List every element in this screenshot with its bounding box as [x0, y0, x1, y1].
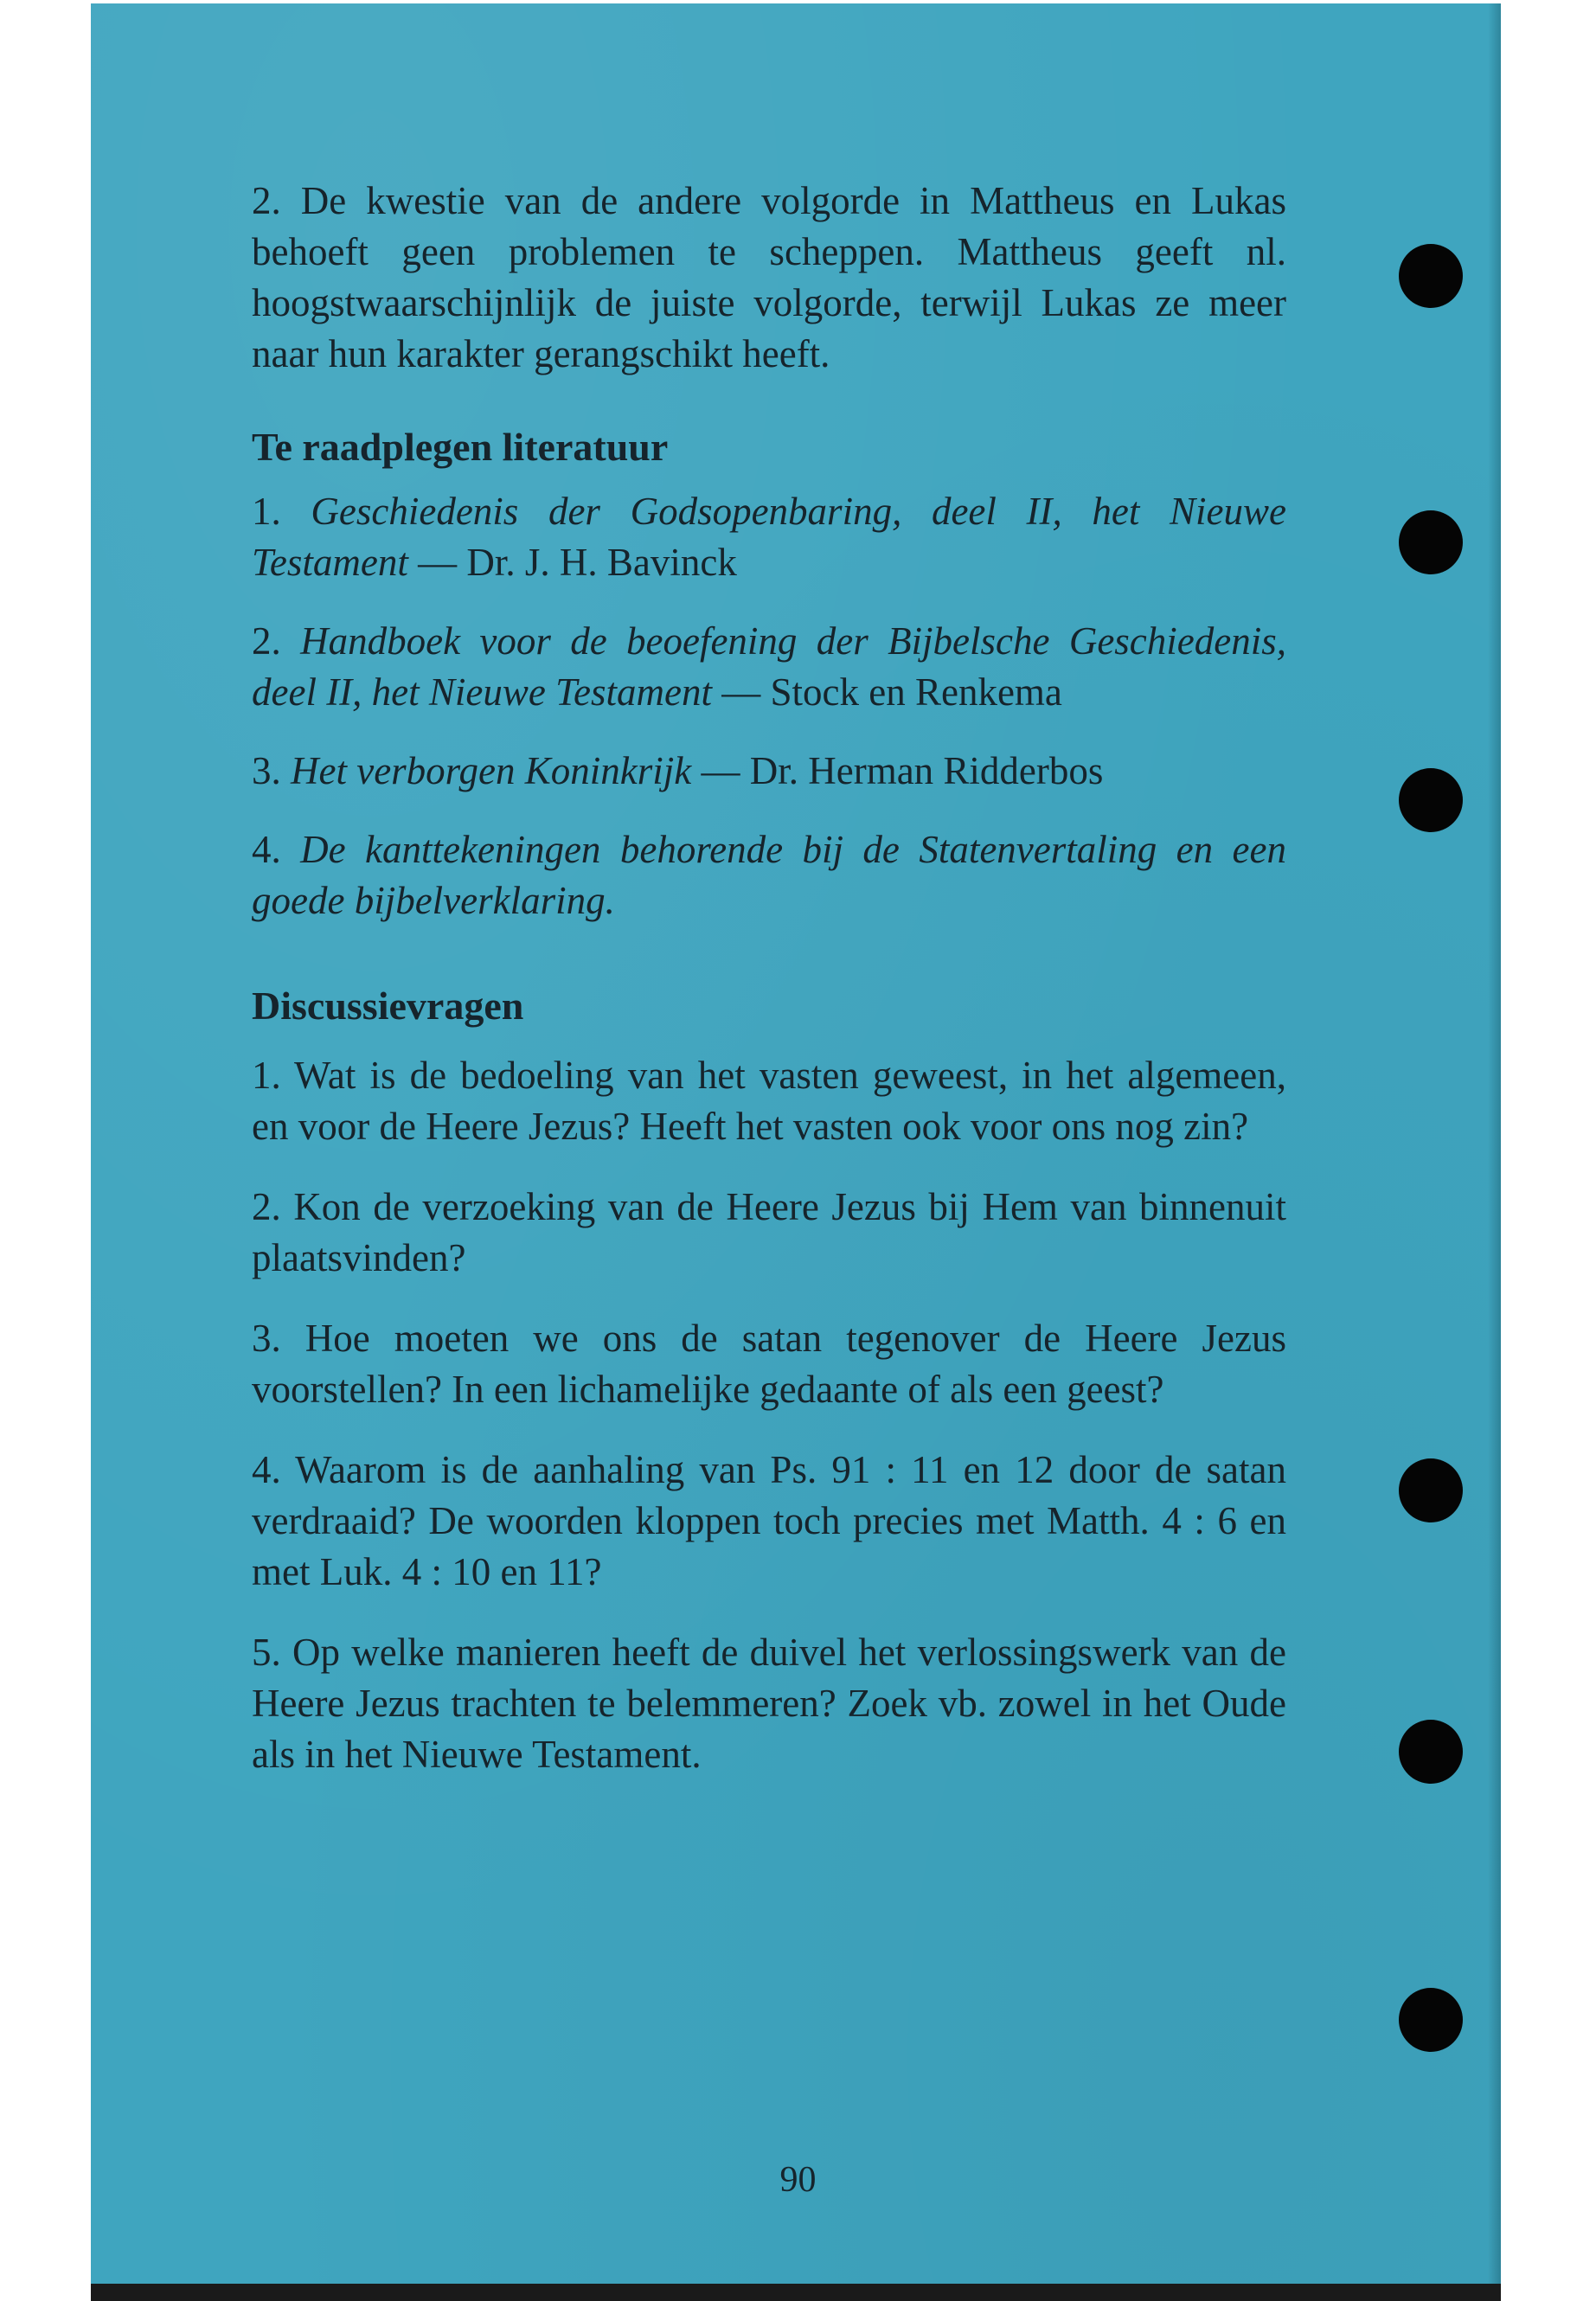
- intro-number: 2.: [252, 179, 281, 222]
- question-text: Op welke manieren heeft de duivel het verlossingswerk van de Heere Jezus trachten te belemmeren? Zoek vb. zowel in het Oude als in het Nieuwe Testament.: [252, 1631, 1286, 1776]
- literature-author: — Stock en Renkema: [711, 670, 1062, 714]
- discussion-question: [252, 1445, 1286, 1598]
- discussion-question: [252, 1313, 1286, 1415]
- binder-hole: [1399, 1458, 1463, 1522]
- literature-author: — Dr. Herman Ridderbos: [691, 749, 1104, 792]
- discussion-question: [252, 1182, 1286, 1284]
- binder-hole: [1399, 768, 1463, 832]
- binder-hole: [1399, 244, 1463, 308]
- literature-number: 3.: [252, 749, 281, 792]
- literature-number: 4.: [252, 828, 281, 871]
- literature-item: [252, 824, 1286, 926]
- question-number: 5.: [252, 1631, 281, 1674]
- discussion-question: [252, 1627, 1286, 1780]
- literature-author: — Dr. J. H. Bavinck: [407, 541, 737, 584]
- literature-item: [252, 616, 1286, 718]
- literature-number: 2.: [252, 619, 281, 663]
- binder-hole: [1399, 510, 1463, 574]
- question-number: 3.: [252, 1317, 281, 1360]
- intro-paragraph: [252, 176, 1286, 380]
- discussion-question: [252, 1050, 1286, 1152]
- discussion-heading: Discussievragen: [252, 984, 524, 1028]
- literature-item: [252, 486, 1286, 588]
- question-number: 2.: [252, 1185, 281, 1228]
- page-content: [252, 176, 1286, 1780]
- literature-item: [252, 746, 1286, 797]
- question-text: Wat is de bedoeling van het vasten geweest, in het algemeen, en voor de Heere Jezus? Heeft het vasten ook voor ons nog zin?: [252, 1054, 1286, 1148]
- question-text: Waarom is de aanhaling van Ps. 91 : 11 en 12 door de satan verdraaid? De woorden kloppen toch precies met Matth. 4 : 6 en met Luk. 4 : 10 en 11?: [252, 1448, 1287, 1593]
- literature-heading: Te raadplegen literatuur: [252, 425, 669, 469]
- literature-title: Geschiedenis der Godsopenbaring, deel II, het Nieuwe Testament: [252, 490, 1286, 584]
- intro-text: De kwestie van de andere volgorde in Mattheus en Lukas behoeft geen problemen te scheppen. Mattheus geeft nl. hoogstwaarschijnlijk de juiste volgorde, terwijl Lukas ze meer naar hun karakter gerangschikt heeft.: [252, 179, 1287, 375]
- question-text: Hoe moeten we ons de satan tegenover de Heere Jezus voorstellen? In een lichamelijke gedaante of als een geest?: [252, 1317, 1286, 1411]
- literature-title: Handboek voor de beoefening der Bijbelsche Geschiedenis, deel II, het Nieuwe Testament: [252, 619, 1286, 714]
- bottom-border: [91, 2284, 1501, 2301]
- page-edge: [1488, 3, 1501, 2284]
- question-number: 1.: [252, 1054, 281, 1097]
- binder-hole: [1399, 1720, 1463, 1784]
- literature-number: 1.: [252, 490, 281, 533]
- binder-hole: [1399, 1988, 1463, 2052]
- page-number: 90: [779, 2160, 817, 2200]
- question-text: Kon de verzoeking van de Heere Jezus bij Hem van binnenuit plaatsvinden?: [252, 1185, 1286, 1279]
- literature-title: De kanttekeningen behorende bij de Statenvertaling en een goede bijbelverklaring.: [252, 828, 1287, 922]
- question-number: 4.: [252, 1448, 281, 1491]
- literature-title: Het verborgen Koninkrijk: [291, 749, 692, 792]
